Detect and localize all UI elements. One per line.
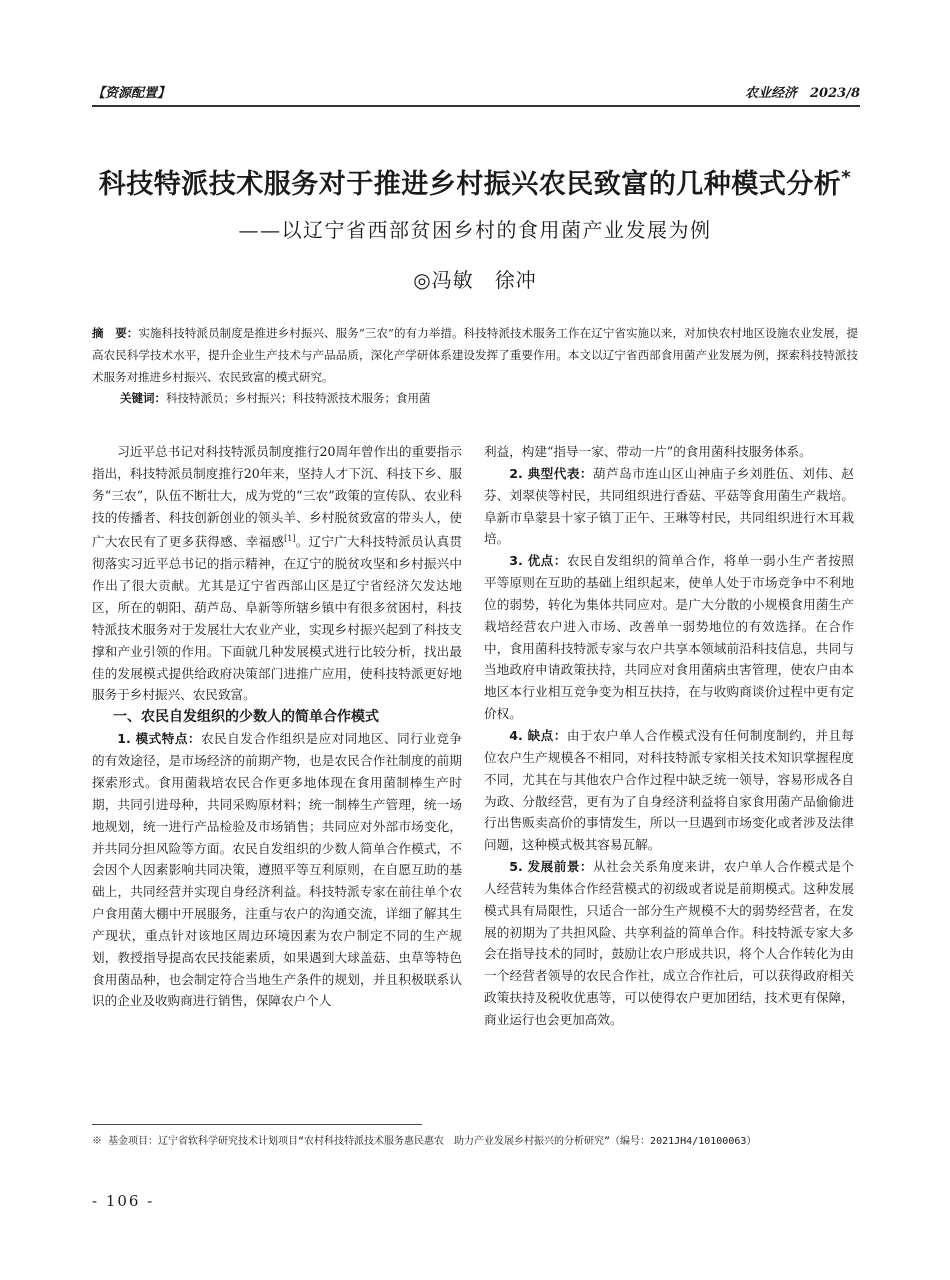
item-label: 3. 优点：	[509, 553, 567, 569]
item-label: 2. 典型代表：	[509, 465, 593, 481]
funding-footnote: ※ 基金项目：辽宁省软科学研究技术计划项目“农村科技特派技术服务惠民惠农 助力产业发展乡村振兴的分析研究”（编号：2021JH4/10100063）	[92, 1136, 757, 1147]
article-subtitle: ——以辽宁省西部贫困乡村的食用菌产业发展为例	[238, 218, 712, 242]
header-divider	[92, 105, 860, 107]
section-heading-1: 一、农民自发组织的少数人的简单合作模式	[113, 709, 379, 726]
abstract-text: 实施科技特派员制度是推进乡村振兴、服务“三农”的有力举措。科技特派技术服务工作在辽宁省实施以来，对加快农村地区设施农业发展，提高农民科学技术水平，提升企业生产技术与产品品质，深化产学研体系建设发挥了重要作用。本文以辽宁省西部食用菌产业发展为例，探索科技特派技术服务对推进乡村振兴、农民致富的模式研究。	[92, 326, 858, 384]
intro-paragraph: 习近平总书记对科技特派员制度推行20周年曾作出的重要指示指出，科技特派员制度推行20年来，坚持人才下沉、科技下乡、服务“三农”，队伍不断壮大，成为党的“三农”政策的宣传队、农业科技的传播者、科技创新创业的领头羊、乡村脱贫致富的带头人，使广大农民有了更多获得感、幸福感[1]。辽宁广大科技特派员认真贯彻落实习近平总书记的指示精神，在辽宁的脱贫攻坚和乡村振兴中作出了很大贡献。尤其是辽宁省西部山区是辽宁省经济欠发达地区，所在的朝阳、葫芦岛、阜新等所辖乡镇中有很多贫困村，科技特派技术服务对于发展壮大农业产业，实现乡村振兴起到了科技支撑和产业引领的作用。下面就几种发展模式进行比较分析，找出最佳的发展模式提供给政府决策部门进推广应用，使科技特派更好地服务于乡村振兴、农民致富。	[92, 444, 463, 703]
keywords-text: 科技特派员；乡村振兴；科技特派技术服务；食用菌	[166, 391, 431, 405]
paragraph-disadvantages: 4. 缺点：由于农户单人合作模式没有任何制度制约，并且每位农户生产规模各不相同，对科技特派专家相关技术知识掌握程度不同，尤其在与其他农户合作过程中缺乏统一领导，容易形成各自为政、分散经营，更有为了自身经济利益将自家食用菌产品偷偷进行出售贩卖高价的事情发生，所以一旦遇到市场变化或者涉及法律问题，这种模式极其容易瓦解。	[484, 727, 854, 853]
paragraph-representatives: 2. 典型代表：葫芦岛市连山区山神庙子乡刘胜伍、刘伟、赵芬、刘翠侠等村民，共同组织进行香菇、平菇等食用菌生产栽培。阜新市阜蒙县十家子镇丁正午、王琳等村民，共同组织进行木耳栽培。	[484, 465, 855, 547]
article-title	[60, 162, 890, 201]
paragraph-continuation: 利益，构建“指导一家、带动一片”的食用菌科技服务体系。	[484, 444, 812, 459]
title-text: 科技特派技术服务对于推进乡村振兴农民致富的几种模式分析	[98, 169, 842, 200]
abstract	[92, 322, 858, 388]
item-label: 5. 发展前景：	[509, 859, 593, 875]
page-number: - 106 -	[92, 1192, 155, 1210]
journal-issue: 农业经济 2023/8	[745, 86, 860, 101]
running-header	[92, 82, 860, 102]
left-column	[92, 441, 462, 1012]
paragraph-prospects: 5. 发展前景：从社会关系角度来讲，农户单人合作模式是个人经营转为集体合作经营模式的初级或者说是前期模式。这种发展模式具有局限性，只适合一部分生产规模不大的弱势经营者，在发展的初期为了共担风险、共享利益的简单合作。科技特派专家大多会在指导技术的同时，鼓励让农户形成共识，将个人合作转化为由一个经营者领导的农民合作社，成立合作社后，可以获得政府相关政策扶持及税收优惠等，可以使得农户更加团结，技术更有保障，商业运行也会更加高效。	[484, 859, 855, 1027]
paragraph-advantages: 3. 优点：农民自发组织的简单合作，将单一弱小生产者按照平等原则在互助的基础上组织起来，使单人处于市场竞争中不利地位的弱势，转化为集体共同应对。是广大分散的小规模食用菌生产栽培经营农户进入市场、改善单一弱势地位的有效选择。在合作中，食用菌科技特派专家与农户共享本领域前沿科技信息，共同与当地政府申请政策扶持，共同应对食用菌病虫害管理，使农户由本地区本行业相互竞争变为相互扶持，在与收购商谈价过程中更有定价权。	[484, 553, 854, 722]
item-label: 1. 模式特点：	[117, 731, 201, 747]
abstract-label: 摘 要：	[92, 326, 139, 340]
section-label: 【资源配置】	[92, 86, 171, 101]
right-column	[484, 441, 854, 1031]
footnote-divider	[92, 1124, 422, 1125]
item-label: 4. 缺点：	[509, 727, 567, 743]
title-footnote-mark: *	[841, 167, 852, 188]
keywords-label: 关键词：	[120, 391, 166, 405]
keywords	[120, 388, 858, 408]
paragraph-model-features: 1. 模式特点：农民自发合作组织是应对同地区、同行业竞争的有效途径，是市场经济的前期产物，也是农民合作社制度的前期探索形式。食用菌栽培农民合作更多地体现在食用菌制棒生产时期，共同引进母种，共同采购原材料；统一制棒生产管理，统一场地规划，统一进行产品检验及市场销售；共同应对外部市场变化，并共同分担风险等方面。农民自发组织的少数人简单合作模式，不会因个人因素影响共同决策，遵照平等互利原则，在自愿互助的基础上，共同经营并实现自身经济利益。科技特派专家在前往单个农户食用菌大棚中开展服务，注重与农户的沟通交流，详细了解其生产现状，重点针对该地区周边环境因素为农户制定不同的生产规划，教授指导提高农民技能素质，如果遇到大球盖菇、虫草等特色食用菌品种，也会制定符合当地生产条件的规划，并且积极联系认识的企业及收购商进行销售，保障农户个人	[92, 731, 463, 1009]
citation-ref: [1]	[284, 534, 296, 544]
authors: ◎冯敏 徐冲	[413, 268, 537, 292]
